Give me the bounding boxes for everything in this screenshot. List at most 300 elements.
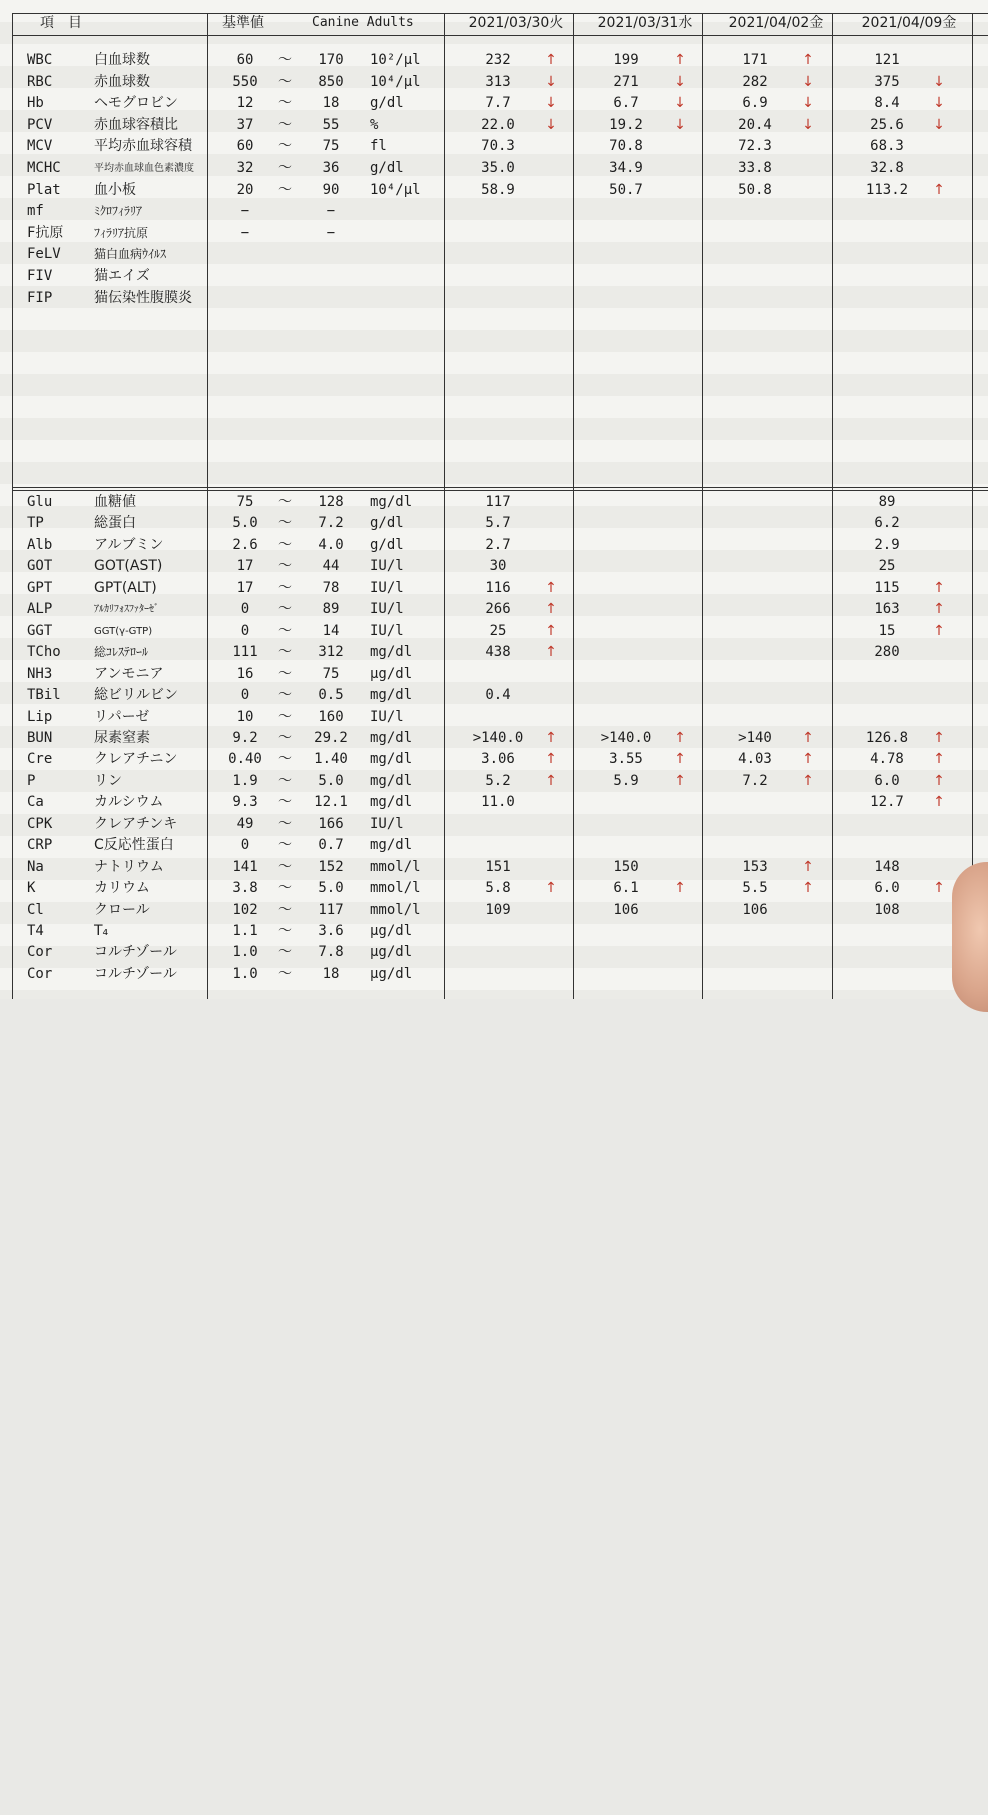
section-divider-bottom: [12, 490, 988, 491]
arrow-up-icon: ↑: [674, 52, 686, 68]
date-header-3: 2021/04/02金: [728, 15, 824, 31]
table-row: [0, 621, 988, 642]
arrow-up-icon: ↑: [545, 622, 557, 639]
result-value: 282: [742, 73, 768, 90]
unit-label: mmol/l: [370, 901, 421, 918]
range-high: 7.8: [318, 944, 344, 961]
table-row: [0, 288, 988, 309]
test-name: クレアチンキ: [94, 815, 178, 832]
range-separator: 〜: [278, 815, 292, 832]
result-value: 8.4: [874, 95, 900, 112]
range-low: 16: [236, 665, 254, 682]
result-value: 35.0: [481, 160, 515, 176]
arrow-up-icon: ↑: [545, 729, 557, 746]
arrow-down-icon: ↓: [545, 95, 557, 112]
table-row: [0, 244, 988, 265]
range-low: 0.40: [228, 751, 262, 768]
arrow-down-icon: ↓: [802, 73, 814, 90]
range-high: −: [326, 224, 336, 241]
test-name: アルブミン: [94, 536, 164, 553]
range-separator: 〜: [278, 837, 292, 854]
table-row: [0, 115, 988, 136]
test-code: NH3: [27, 665, 53, 682]
result-value: 25: [489, 622, 507, 639]
unit-label: mg/dl: [370, 729, 413, 746]
test-code: FeLV: [27, 246, 61, 263]
result-value: >140.0: [600, 729, 652, 746]
result-value: 70.8: [609, 138, 643, 155]
range-high: 7.2: [318, 515, 344, 532]
test-name: ヘモグロビン: [94, 95, 178, 112]
range-high: 5.0: [318, 772, 344, 789]
range-high: 0.5: [318, 687, 344, 704]
date-header-1: 2021/03/30火: [468, 15, 564, 31]
result-value: 3.06: [481, 751, 515, 768]
unit-label: mg/dl: [370, 494, 413, 510]
table-row: [0, 921, 988, 942]
range-high: 12.1: [314, 794, 348, 811]
test-name: ﾐｸﾛﾌｨﾗﾘｱ: [94, 204, 143, 219]
result-value: 6.1: [613, 880, 639, 897]
test-name: リン: [94, 772, 122, 789]
result-value: 12.7: [870, 794, 904, 811]
range-low: 1.0: [232, 944, 258, 961]
range-low: 0: [240, 622, 250, 639]
test-code: RBC: [27, 73, 53, 90]
table-row: [0, 556, 988, 577]
range-low: 9.2: [232, 729, 258, 746]
result-value: 32.8: [870, 160, 904, 176]
arrow-up-icon: ↑: [545, 751, 557, 768]
arrow-up-icon: ↑: [933, 729, 945, 746]
range-high: −: [326, 203, 336, 220]
species-label: Canine Adults: [312, 15, 414, 30]
test-name: 平均赤血球血色素濃度: [94, 163, 194, 174]
range-separator: 〜: [278, 95, 292, 112]
table-row: [0, 50, 988, 71]
range-high: 160: [318, 708, 344, 725]
result-value: 6.2: [874, 515, 900, 532]
range-separator: 〜: [278, 794, 292, 811]
test-code: GOT: [27, 558, 53, 575]
range-low: 1.9: [232, 772, 258, 789]
test-code: Glu: [27, 494, 53, 510]
test-name: カリウム: [94, 880, 150, 897]
result-value: 148: [874, 858, 900, 875]
test-code: FIV: [27, 268, 53, 284]
range-high: 170: [318, 52, 344, 68]
range-low: 10: [236, 708, 254, 725]
test-name: ナトリウム: [94, 858, 164, 875]
test-code: K: [27, 880, 36, 897]
range-low: 49: [236, 815, 254, 832]
result-value: 115: [874, 579, 900, 596]
test-name: 尿素窒素: [94, 729, 150, 746]
test-code: Plat: [27, 181, 61, 198]
table-row: [0, 642, 988, 663]
arrow-up-icon: ↑: [545, 772, 557, 789]
test-code: PCV: [27, 116, 53, 133]
unit-label: g/dl: [370, 515, 404, 532]
range-separator: 〜: [278, 901, 292, 918]
range-high: 18: [322, 95, 340, 112]
test-name: GPT(ALT): [94, 579, 157, 596]
test-code: Lip: [27, 708, 53, 725]
range-separator: 〜: [278, 665, 292, 682]
arrow-down-icon: ↓: [545, 116, 557, 133]
range-separator: 〜: [278, 944, 292, 961]
result-value: 199: [613, 52, 639, 68]
result-value: 3.55: [609, 751, 643, 768]
test-code: Cor: [27, 944, 53, 961]
range-separator: 〜: [278, 622, 292, 639]
range-high: 312: [318, 644, 344, 661]
range-low: 550: [232, 73, 258, 90]
result-value: 5.9: [613, 772, 639, 789]
unit-label: mg/dl: [370, 794, 413, 811]
unit-label: μg/dl: [370, 944, 413, 961]
range-separator: 〜: [278, 880, 292, 897]
arrow-up-icon: ↑: [933, 622, 945, 639]
result-value: 153: [742, 858, 768, 875]
test-name: アンモニア: [94, 665, 164, 682]
test-code: MCHC: [27, 160, 61, 176]
result-value: 113.2: [865, 181, 909, 198]
result-value: 108: [874, 901, 900, 918]
arrow-up-icon: ↑: [933, 601, 945, 618]
range-separator: 〜: [278, 494, 292, 510]
test-code: GGT: [27, 622, 53, 639]
arrow-down-icon: ↓: [674, 116, 686, 133]
arrow-down-icon: ↓: [933, 116, 945, 133]
range-separator: 〜: [278, 579, 292, 596]
arrow-up-icon: ↑: [802, 772, 814, 789]
arrow-down-icon: ↓: [933, 73, 945, 90]
result-value: 2.9: [874, 536, 900, 553]
table-row: [0, 535, 988, 556]
unit-label: IU/l: [370, 601, 404, 618]
test-code: T4: [27, 923, 44, 939]
arrow-up-icon: ↑: [802, 880, 814, 897]
unit-label: mg/dl: [370, 837, 413, 854]
range-separator: 〜: [278, 687, 292, 704]
range-low: 1.0: [232, 965, 258, 982]
arrow-up-icon: ↑: [802, 751, 814, 768]
table-row: [0, 513, 988, 534]
test-name: ﾌｨﾗﾘｱ抗原: [94, 225, 149, 240]
table-row: [0, 72, 988, 93]
unit-label: mg/dl: [370, 687, 413, 704]
result-value: 266: [485, 601, 511, 618]
range-separator: 〜: [278, 73, 292, 90]
unit-label: mg/dl: [370, 772, 413, 789]
range-low: 0: [240, 837, 250, 854]
range-separator: 〜: [278, 558, 292, 575]
date-header-2: 2021/03/31水: [597, 15, 693, 31]
unit-label: μg/dl: [370, 965, 413, 982]
test-code: TBil: [27, 687, 61, 704]
unit-label: IU/l: [370, 708, 404, 725]
range-high: 5.0: [318, 880, 344, 897]
arrow-up-icon: ↑: [802, 729, 814, 746]
result-value: 438: [485, 644, 511, 661]
range-low: −: [240, 203, 250, 220]
test-name: 血小板: [94, 181, 136, 198]
range-low: 0: [240, 687, 250, 704]
test-code: GPT: [27, 579, 53, 596]
range-low: 60: [236, 52, 254, 68]
result-value: 5.7: [485, 515, 511, 532]
unit-label: IU/l: [370, 622, 404, 639]
range-separator: 〜: [278, 923, 292, 939]
test-code: Cre: [27, 751, 53, 768]
range-high: 1.40: [314, 751, 348, 768]
result-value: 6.0: [874, 880, 900, 897]
test-code: mf: [27, 203, 44, 220]
arrow-up-icon: ↑: [545, 579, 557, 596]
test-name: 猫白血病ｳｲﾙｽ: [94, 247, 167, 262]
table-row: [0, 599, 988, 620]
arrow-up-icon: ↑: [545, 52, 557, 68]
range-high: 89: [322, 601, 340, 618]
range-high: 0.7: [318, 837, 344, 854]
result-value: 0.4: [485, 687, 511, 704]
arrow-up-icon: ↑: [802, 52, 814, 68]
result-value: 6.7: [613, 95, 639, 112]
result-value: 5.8: [485, 880, 511, 897]
result-value: 126.8: [865, 729, 909, 746]
table-row: [0, 771, 988, 792]
result-value: >140.0: [472, 729, 524, 746]
test-name: クロール: [94, 901, 150, 918]
unit-label: mmol/l: [370, 880, 421, 897]
result-value: 7.7: [485, 95, 511, 112]
result-value: 375: [874, 73, 900, 90]
range-separator: 〜: [278, 116, 292, 133]
result-value: 30: [489, 558, 507, 575]
table-row: [0, 180, 988, 201]
table-row: [0, 728, 988, 749]
range-high: 78: [322, 579, 340, 596]
header-divider: [12, 35, 988, 36]
result-value: 5.5: [742, 880, 768, 897]
test-code: CRP: [27, 837, 53, 854]
result-value: 151: [485, 858, 511, 875]
item-column-header: 項 目: [40, 15, 82, 31]
range-separator: 〜: [278, 515, 292, 532]
range-high: 117: [318, 901, 344, 918]
result-value: 68.3: [870, 138, 904, 155]
range-high: 36: [322, 160, 340, 176]
result-value: 25: [878, 558, 896, 575]
arrow-down-icon: ↓: [802, 95, 814, 112]
test-name: 猫エイズ: [94, 268, 150, 284]
result-value: 4.03: [738, 751, 772, 768]
unit-label: 10⁴/μl: [370, 181, 421, 198]
range-low: 111: [232, 644, 258, 661]
table-row: [0, 93, 988, 114]
arrow-down-icon: ↓: [545, 73, 557, 90]
test-code: P: [27, 772, 36, 789]
range-separator: 〜: [278, 52, 292, 68]
range-high: 850: [318, 73, 344, 90]
arrow-down-icon: ↓: [802, 116, 814, 133]
unit-label: fl: [370, 138, 387, 155]
test-name: カルシウム: [94, 794, 164, 811]
range-low: 20: [236, 181, 254, 198]
range-low: 141: [232, 858, 258, 875]
range-low: 5.0: [232, 515, 258, 532]
range-high: 4.0: [318, 536, 344, 553]
test-code: WBC: [27, 52, 53, 68]
table-row: [0, 492, 988, 513]
test-name: 総ビリルビン: [94, 687, 178, 704]
table-row: [0, 158, 988, 179]
range-separator: 〜: [278, 160, 292, 176]
table-row: [0, 664, 988, 685]
arrow-up-icon: ↑: [933, 772, 945, 789]
range-separator: 〜: [278, 965, 292, 982]
result-value: 70.3: [481, 138, 515, 155]
arrow-down-icon: ↓: [674, 73, 686, 90]
test-code: FIP: [27, 289, 53, 306]
unit-label: mg/dl: [370, 644, 413, 661]
test-code: Ca: [27, 794, 44, 811]
unit-label: 10²/μl: [370, 52, 421, 68]
range-high: 3.6: [318, 923, 344, 939]
result-value: 6.0: [874, 772, 900, 789]
test-name: GOT(AST): [94, 558, 163, 575]
result-value: 163: [874, 601, 900, 618]
test-name: T₄: [94, 923, 109, 939]
table-row: [0, 136, 988, 157]
range-low: 3.8: [232, 880, 258, 897]
result-value: >140: [738, 729, 772, 746]
range-separator: 〜: [278, 644, 292, 661]
range-separator: 〜: [278, 536, 292, 553]
table-row: [0, 749, 988, 770]
arrow-up-icon: ↑: [674, 880, 686, 897]
range-high: 75: [322, 138, 340, 155]
range-separator: 〜: [278, 601, 292, 618]
test-code: Cor: [27, 965, 53, 982]
table-row: [0, 857, 988, 878]
range-low: 102: [232, 901, 258, 918]
result-value: 25.6: [870, 116, 904, 133]
section-divider-top: [12, 487, 988, 488]
result-value: 232: [485, 52, 511, 68]
range-high: 55: [322, 116, 340, 133]
range-high: 14: [322, 622, 340, 639]
range-high: 128: [318, 494, 344, 510]
reference-column-header: 基準値: [222, 15, 264, 31]
range-low: 9.3: [232, 794, 258, 811]
result-value: 271: [613, 73, 639, 90]
unit-label: IU/l: [370, 558, 404, 575]
test-name: C反応性蛋白: [94, 837, 174, 854]
test-code: Alb: [27, 536, 53, 553]
range-low: 1.1: [232, 923, 258, 939]
top-border: [12, 13, 988, 14]
test-code: MCV: [27, 138, 53, 155]
result-value: 19.2: [609, 116, 643, 133]
test-name: 総ｺﾚｽﾃﾛｰﾙ: [94, 645, 149, 660]
test-name: コルチゾール: [94, 965, 177, 982]
unit-label: g/dl: [370, 160, 404, 176]
table-row: [0, 942, 988, 963]
result-value: 171: [742, 52, 768, 68]
range-low: 2.6: [232, 536, 258, 553]
test-name: クレアチニン: [94, 751, 178, 768]
test-name: 猫伝染性腹膜炎: [94, 289, 192, 306]
range-high: 166: [318, 815, 344, 832]
table-row: [0, 964, 988, 985]
table-row: [0, 900, 988, 921]
range-separator: 〜: [278, 772, 292, 789]
range-low: 12: [236, 95, 254, 112]
test-name: 白血球数: [94, 52, 150, 68]
test-code: ALP: [27, 601, 53, 618]
range-separator: 〜: [278, 751, 292, 768]
test-name: 赤血球数: [94, 73, 150, 90]
date-header-4: 2021/04/09金: [861, 15, 957, 31]
unit-label: g/dl: [370, 536, 404, 553]
range-low: 60: [236, 138, 254, 155]
test-name: 平均赤血球容積: [94, 138, 192, 155]
arrow-up-icon: ↑: [545, 601, 557, 618]
range-low: 17: [236, 558, 254, 575]
table-row: [0, 685, 988, 706]
result-value: 7.2: [742, 772, 768, 789]
test-name: 血糖値: [94, 494, 136, 510]
result-value: 280: [874, 644, 900, 661]
range-separator: 〜: [278, 138, 292, 155]
table-row: [0, 792, 988, 813]
test-code: CPK: [27, 815, 53, 832]
arrow-up-icon: ↑: [674, 751, 686, 768]
range-separator: 〜: [278, 858, 292, 875]
arrow-up-icon: ↑: [933, 579, 945, 596]
unit-label: g/dl: [370, 95, 404, 112]
result-value: 72.3: [738, 138, 772, 155]
test-code: BUN: [27, 729, 53, 746]
range-high: 18: [322, 965, 340, 982]
arrow-up-icon: ↑: [933, 181, 945, 198]
arrow-down-icon: ↓: [933, 95, 945, 112]
range-low: −: [240, 224, 250, 241]
result-value: 11.0: [481, 794, 515, 811]
arrow-up-icon: ↑: [802, 858, 814, 875]
result-value: 106: [613, 901, 639, 918]
result-value: 50.7: [609, 181, 643, 198]
test-code: Hb: [27, 95, 44, 112]
result-value: 117: [485, 494, 511, 510]
result-value: 22.0: [481, 116, 515, 133]
range-high: 75: [322, 665, 340, 682]
result-value: 109: [485, 901, 511, 918]
range-low: 75: [236, 494, 254, 510]
range-high: 29.2: [314, 729, 348, 746]
arrow-down-icon: ↓: [674, 95, 686, 112]
result-value: 89: [878, 494, 896, 510]
unit-label: %: [370, 116, 379, 133]
table-row: [0, 223, 988, 244]
result-value: 4.78: [870, 751, 904, 768]
table-row: [0, 707, 988, 728]
test-name: ｱﾙｶﾘﾌｫｽﾌｧﾀｰｾﾞ: [94, 604, 159, 616]
range-low: 32: [236, 160, 254, 176]
result-value: 121: [874, 52, 900, 68]
